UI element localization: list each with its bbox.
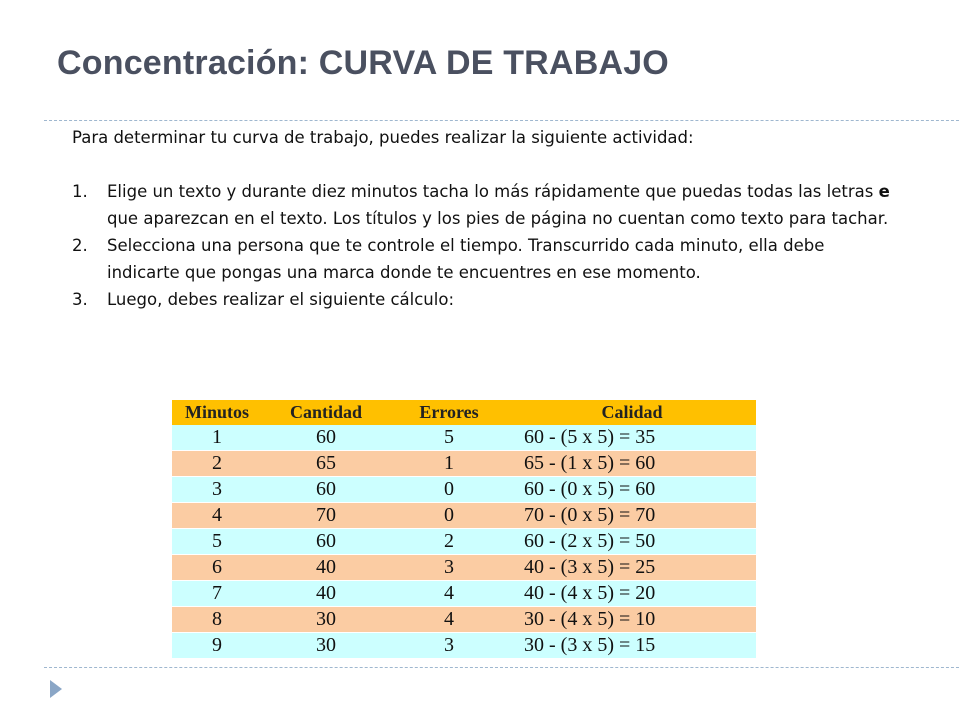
cell-cantidad: 60 <box>262 477 390 503</box>
cell-calidad: 40 - (3 x 5) = 25 <box>508 555 756 581</box>
step-text: Luego, debes realizar el siguiente cálculo: <box>107 290 454 309</box>
cell-errores: 0 <box>390 477 508 503</box>
cell-errores: 2 <box>390 529 508 555</box>
cell-minutos: 3 <box>172 477 262 503</box>
step-text-continued: que aparezcan en el texto. Los títulos y los pies de página no cuentan como texto para tachar. <box>107 209 889 228</box>
step-number: 1. <box>72 182 88 201</box>
header-minutos: Minutos <box>172 400 262 425</box>
cell-cantidad: 40 <box>262 581 390 607</box>
cell-errores: 3 <box>390 555 508 581</box>
step-item <box>72 286 892 313</box>
cell-cantidad: 60 <box>262 529 390 555</box>
steps-list <box>72 178 892 313</box>
top-divider <box>44 120 960 121</box>
step-item <box>72 232 892 286</box>
table-row <box>172 633 756 659</box>
table-row <box>172 477 756 503</box>
cell-calidad: 60 - (0 x 5) = 60 <box>508 477 756 503</box>
step-highlight-letter: e <box>878 182 890 201</box>
table-row <box>172 555 756 581</box>
table-row <box>172 503 756 529</box>
step-text: Elige un texto y durante diez minutos tacha lo más rápidamente que puedas todas las letras <box>107 182 879 201</box>
cell-minutos: 1 <box>172 425 262 451</box>
slide-title: Concentración: CURVA DE TRABAJO <box>57 44 669 82</box>
calculation-table <box>172 400 756 658</box>
cell-minutos: 7 <box>172 581 262 607</box>
table-row <box>172 451 756 477</box>
cell-cantidad: 30 <box>262 633 390 659</box>
header-errores: Errores <box>390 400 508 425</box>
cell-errores: 4 <box>390 581 508 607</box>
cell-calidad: 30 - (4 x 5) = 10 <box>508 607 756 633</box>
table-row <box>172 607 756 633</box>
cell-cantidad: 30 <box>262 607 390 633</box>
cell-cantidad: 65 <box>262 451 390 477</box>
cell-minutos: 6 <box>172 555 262 581</box>
step-item <box>72 178 892 232</box>
step-number: 3. <box>72 290 88 309</box>
cell-cantidad: 70 <box>262 503 390 529</box>
cell-minutos: 9 <box>172 633 262 659</box>
cell-calidad: 40 - (4 x 5) = 20 <box>508 581 756 607</box>
cell-calidad: 65 - (1 x 5) = 60 <box>508 451 756 477</box>
content-body <box>72 124 892 313</box>
cell-errores: 3 <box>390 633 508 659</box>
cell-errores: 4 <box>390 607 508 633</box>
table-row <box>172 529 756 555</box>
cell-cantidad: 40 <box>262 555 390 581</box>
step-number: 2. <box>72 236 88 255</box>
step-text: Selecciona una persona que te controle el tiempo. Transcurrido cada minuto, ella debe indicarte que pongas una marca donde te encuentres en ese momento. <box>107 236 825 282</box>
cell-minutos: 4 <box>172 503 262 529</box>
cell-calidad: 30 - (3 x 5) = 15 <box>508 633 756 659</box>
bottom-divider <box>44 667 960 668</box>
cell-cantidad: 60 <box>262 425 390 451</box>
cell-minutos: 5 <box>172 529 262 555</box>
cell-errores: 5 <box>390 425 508 451</box>
header-calidad: Calidad <box>508 400 756 425</box>
cell-errores: 0 <box>390 503 508 529</box>
table-row <box>172 425 756 451</box>
cell-calidad: 60 - (2 x 5) = 50 <box>508 529 756 555</box>
table-row <box>172 581 756 607</box>
intro-text: Para determinar tu curva de trabajo, puedes realizar la siguiente actividad: <box>72 128 694 147</box>
triangle-right-icon <box>50 680 62 698</box>
cell-errores: 1 <box>390 451 508 477</box>
cell-calidad: 60 - (5 x 5) = 35 <box>508 425 756 451</box>
cell-minutos: 8 <box>172 607 262 633</box>
header-cantidad: Cantidad <box>262 400 390 425</box>
table-header-row <box>172 400 756 425</box>
cell-calidad: 70 - (0 x 5) = 70 <box>508 503 756 529</box>
cell-minutos: 2 <box>172 451 262 477</box>
